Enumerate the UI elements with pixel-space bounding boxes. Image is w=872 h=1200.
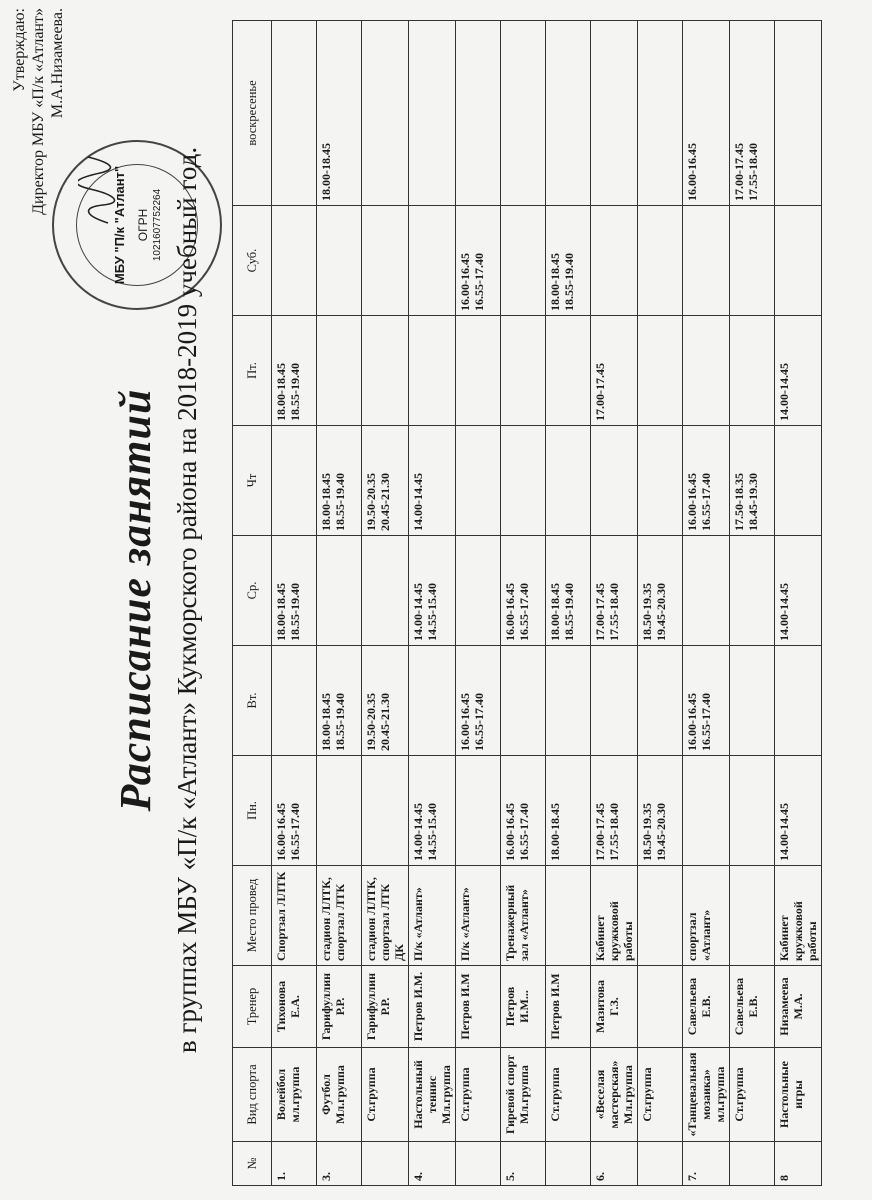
time-slot: 14.00-14.45 [411,803,425,861]
time-slot: 16.55-17.40 [288,803,302,861]
table-cell-num [638,1142,683,1186]
table-cell-tue [272,646,317,756]
time-slot: 20.45-21.30 [378,693,392,751]
table-cell-mon [501,756,546,866]
time-slot: 16.55-17.40 [472,253,486,311]
table-cell-fri [775,316,822,426]
table-cell-wed [591,536,638,646]
table-cell-fri [272,316,317,426]
time-slot: 17.00-17.45 [593,803,607,861]
table-cell-coach: Петров И.М [456,966,501,1048]
table-cell-sat [775,206,822,316]
table-cell-fri [546,316,591,426]
table-cell-mon [272,756,317,866]
table-cell-sun [546,21,591,206]
page-subtitle: в группах МБУ «П/к «Атлант» Кукморского района на 2018-2019 учебный год. [172,146,202,1054]
column-header: Вид спорта [233,1048,272,1142]
column-header: Пт. [233,316,272,426]
time-slot: 16.00-16.45 [685,473,699,531]
table-cell-thu [775,426,822,536]
approval-block [10,8,67,215]
time-slot: 16.00-16.45 [685,693,699,751]
time-slot: 18.55-19.40 [562,253,576,311]
table-cell-sport: Футбол Мл.группа [317,1048,362,1142]
time-slot: 14.00-14.45 [411,473,425,531]
table-cell-wed [501,536,546,646]
table-cell-num [730,1142,775,1186]
time-slot: 18.50-19.35 [640,803,654,861]
table-cell-place: стадион ЛЛТК, спортзал ЛТК [317,866,362,966]
table-cell-wed [456,536,501,646]
table-cell-fri [638,316,683,426]
table-cell-num: 6. [591,1142,638,1186]
time-slot: 17.55-18.40 [607,803,621,861]
table-cell-tue [546,646,591,756]
table-cell-place: Кабинет кружковой работы [591,866,638,966]
table-cell-num: 1. [272,1142,317,1186]
table-cell-coach: Тихонова Е.А. [272,966,317,1048]
table-cell-tue [730,646,775,756]
table-cell-thu [683,426,730,536]
time-slot: 17.55-18.40 [746,143,760,201]
time-slot: 14.00-14.45 [777,363,791,421]
table-cell-wed [409,536,456,646]
table-cell-coach: Савельева Е.В. [683,966,730,1048]
table-cell-sport: Ст.группа [546,1048,591,1142]
table-cell-tue [775,646,822,756]
table-cell-mon [730,756,775,866]
table-cell-coach: Низамеева М.А. [775,966,822,1048]
table-cell-thu [730,426,775,536]
table-cell-place [546,866,591,966]
time-slot: 19.50-20.35 [364,473,378,531]
table-cell-coach: Мазитова Г.З. [591,966,638,1048]
time-slot: 19.50-20.35 [364,693,378,751]
table-cell-thu [591,426,638,536]
table-cell-sat [317,206,362,316]
approval-line-2: Директор МБУ «П/к «Атлант» [30,8,47,215]
table-cell-wed [317,536,362,646]
table-cell-sun [501,21,546,206]
table-cell-place: Кабинет кружковой работы [775,866,822,966]
table-cell-sat [409,206,456,316]
table-cell-num [546,1142,591,1186]
stamp-ogrn-label: ОГРН [136,208,150,242]
time-slot: 18.45-19.30 [746,473,760,531]
table-cell-sat [683,206,730,316]
column-header: Суб. [233,206,272,316]
table-cell-mon [409,756,456,866]
table-cell-mon [362,756,409,866]
time-slot: 19.45-20.30 [654,583,668,641]
table-row [638,21,683,1186]
time-slot: 18.00-18.45 [548,253,562,311]
table-row [501,21,546,1186]
table-row [730,21,775,1186]
table-cell-num [456,1142,501,1186]
time-slot: 16.55-17.40 [699,473,713,531]
table-row [362,21,409,1186]
table-cell-sat [501,206,546,316]
stamp-ogrn-number: 1021607752264 [152,188,163,262]
time-slot: 16.00-16.45 [503,803,517,861]
table-row [456,21,501,1186]
table-cell-place: стадион ЛЛТК, спортзал ЛТК ДК [362,866,409,966]
table-cell-tue [317,646,362,756]
table-cell-thu [501,426,546,536]
table-cell-sun [272,21,317,206]
table-row [409,21,456,1186]
table-cell-mon [591,756,638,866]
table-cell-sport: Гиревой спорт Мл.группа [501,1048,546,1142]
table-cell-sport: Волейбол мл.группа [272,1048,317,1142]
time-slot: 17.55-18.40 [607,583,621,641]
table-cell-sat [591,206,638,316]
time-slot: 14.55-15.40 [425,583,439,641]
time-slot: 18.00-18.45 [319,693,333,751]
table-cell-tue [362,646,409,756]
time-slot: 16.55-17.40 [699,693,713,751]
time-slot: 14.00-14.45 [777,803,791,861]
table-cell-coach: Гарифуллин Р.Р. [317,966,362,1048]
column-header: Место провед [233,866,272,966]
time-slot: 17.00-17.45 [732,143,746,201]
table-cell-mon [456,756,501,866]
table-cell-fri [683,316,730,426]
time-slot: 18.00-18.45 [274,363,288,421]
table-cell-sun [730,21,775,206]
table-cell-sat [730,206,775,316]
time-slot: 16.55-17.40 [517,803,531,861]
table-row [591,21,638,1186]
table-cell-wed [730,536,775,646]
table-cell-tue [409,646,456,756]
table-cell-sat [272,206,317,316]
table-cell-sun [591,21,638,206]
time-slot: 17.00-17.45 [593,363,607,421]
table-cell-num: 5. [501,1142,546,1186]
table-cell-sun [362,21,409,206]
table-cell-sport: Ст.группа [638,1048,683,1142]
table-cell-sat [638,206,683,316]
time-slot: 16.00-16.45 [458,253,472,311]
table-cell-num: 7. [683,1142,730,1186]
table-cell-fri [409,316,456,426]
time-slot: 14.00-14.45 [411,583,425,641]
table-cell-thu [456,426,501,536]
table-cell-num [362,1142,409,1186]
table-cell-sport: «Веселая мастерская» Мл.группа [591,1048,638,1142]
table-cell-sport: Ст.группа [730,1048,775,1142]
table-cell-place: спортзал «Атлант» [683,866,730,966]
table-cell-fri [730,316,775,426]
time-slot: 20.45-21.30 [378,473,392,531]
time-slot: 16.00-16.45 [274,803,288,861]
table-cell-tue [501,646,546,756]
table-cell-place [730,866,775,966]
table-cell-wed [272,536,317,646]
time-slot: 18.55-19.40 [288,583,302,641]
approval-line-3: М.А.Низамеева. [49,8,66,119]
time-slot: 18.55-19.40 [333,693,347,751]
table-cell-coach: Петров И.М [546,966,591,1048]
table-cell-sport: Настольные игры [775,1048,822,1142]
table-cell-sport: Ст.группа [456,1048,501,1142]
table-cell-wed [775,536,822,646]
table-cell-sat [456,206,501,316]
table-cell-tue [456,646,501,756]
table-cell-fri [591,316,638,426]
table-cell-place: Спортзал ЛЛТК [272,866,317,966]
table-cell-mon [775,756,822,866]
table-cell-wed [683,536,730,646]
table-cell-coach: Петров И.М. [409,966,456,1048]
time-slot: 18.55-19.40 [562,583,576,641]
table-cell-sun [409,21,456,206]
column-header: воскресенье [233,21,272,206]
schedule-table [232,20,822,1186]
table-cell-sport: Настольный теннис Мл.группа [409,1048,456,1142]
table-cell-place: Тренажерный зал «Атлант» [501,866,546,966]
column-header: Пн. [233,756,272,866]
table-cell-num: 3. [317,1142,362,1186]
table-row [775,21,822,1186]
time-slot: 19.45-20.30 [654,803,668,861]
table-cell-num: 4. [409,1142,456,1186]
time-slot: 16.00-16.45 [458,693,472,751]
table-cell-wed [362,536,409,646]
table-row [272,21,317,1186]
table-cell-tue [638,646,683,756]
table-cell-place: П/к «Атлант» [456,866,501,966]
table-cell-place: П/к «Атлант» [409,866,456,966]
time-slot: 14.00-14.45 [777,583,791,641]
table-cell-sun [638,21,683,206]
table-row [317,21,362,1186]
time-slot: 17.00-17.45 [593,583,607,641]
table-cell-thu [409,426,456,536]
table-cell-fri [501,316,546,426]
table-cell-coach: Савельева Е.В. [730,966,775,1048]
page-title: Расписание занятий [111,388,160,812]
table-cell-thu [362,426,409,536]
time-slot: 17.50-18.35 [732,473,746,531]
table-cell-num: 8 [775,1142,822,1186]
time-slot: 14.55-15.40 [425,803,439,861]
table-cell-wed [638,536,683,646]
table-cell-coach [638,966,683,1048]
table-cell-mon [546,756,591,866]
table-body [272,21,822,1186]
time-slot: 18.50-19.35 [640,583,654,641]
column-header: Вт. [233,646,272,756]
column-header: Ср. [233,536,272,646]
time-slot: 18.00-18.45 [319,473,333,531]
table-cell-sun [317,21,362,206]
time-slot: 18.00-18.45 [548,583,562,641]
table-cell-tue [683,646,730,756]
table-cell-thu [317,426,362,536]
column-header: Тренер [233,966,272,1048]
table-cell-wed [546,536,591,646]
table-row [683,21,730,1186]
table-cell-sun [775,21,822,206]
table-row [546,21,591,1186]
table-cell-mon [683,756,730,866]
column-header: № [233,1142,272,1186]
table-cell-sun [683,21,730,206]
table-cell-sun [456,21,501,206]
approval-line-1: Утверждаю: [11,8,28,92]
time-slot: 18.00-18.45 [319,143,333,201]
table-cell-thu [546,426,591,536]
table-cell-place [638,866,683,966]
table-cell-sat [546,206,591,316]
time-slot: 16.55-17.40 [517,583,531,641]
table-cell-fri [362,316,409,426]
table-cell-coach: Петров И.М... [501,966,546,1048]
time-slot: 16.00-16.45 [685,143,699,201]
table-cell-mon [317,756,362,866]
table-cell-tue [591,646,638,756]
time-slot: 18.55-19.40 [288,363,302,421]
table-cell-mon [638,756,683,866]
column-header: Чт [233,426,272,536]
table-cell-thu [638,426,683,536]
time-slot: 16.55-17.40 [472,693,486,751]
table-cell-thu [272,426,317,536]
time-slot: 18.00-18.45 [548,803,562,861]
time-slot: 18.00-18.45 [274,583,288,641]
stamp-center-text: МБУ "П/к "Атлант" [112,165,127,285]
time-slot: 18.55-19.40 [333,473,347,531]
table-cell-sat [362,206,409,316]
table-cell-coach: Гарифуллин Р.Р. [362,966,409,1048]
table-cell-fri [456,316,501,426]
time-slot: 16.00-16.45 [503,583,517,641]
table-cell-sport: Ст.группа [362,1048,409,1142]
table-header-row [233,21,272,1186]
table-cell-sport: «Танцевальная мозаика» мл.группа [683,1048,730,1142]
table-cell-fri [317,316,362,426]
